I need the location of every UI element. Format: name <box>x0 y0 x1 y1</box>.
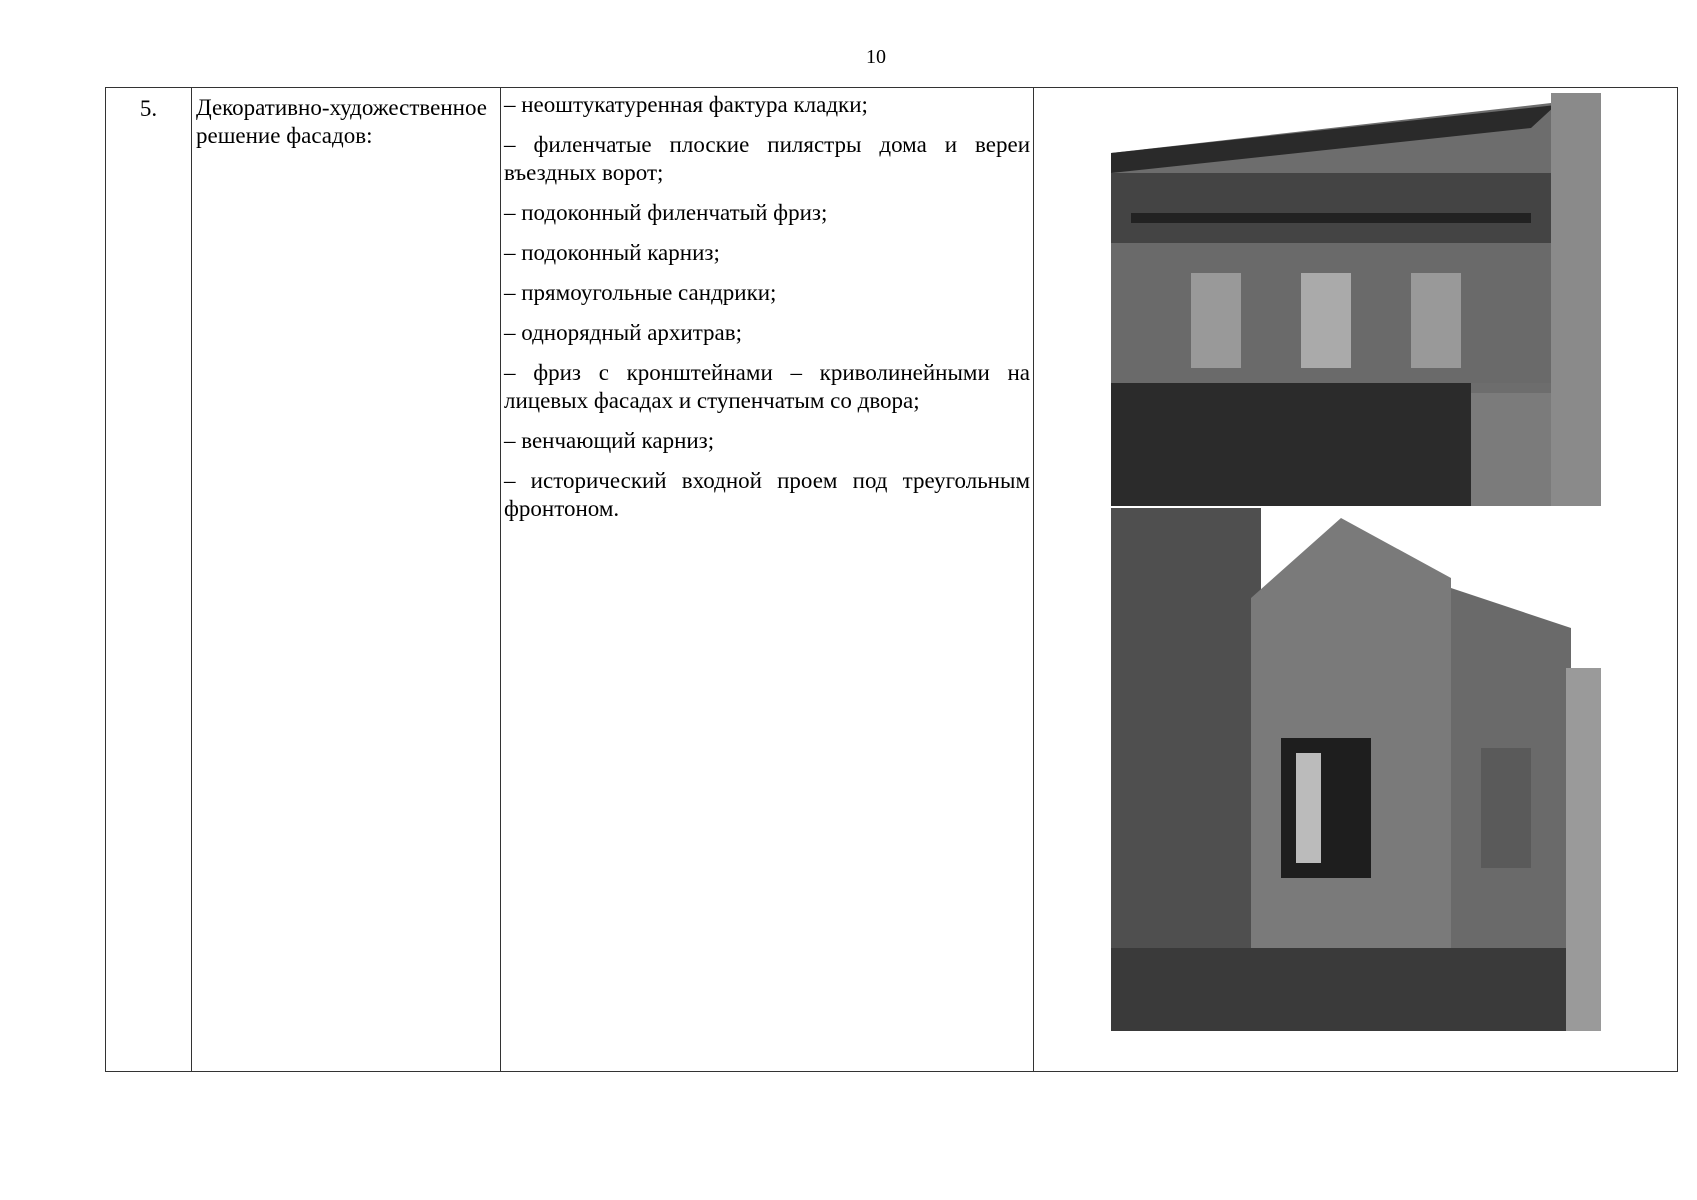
feature-item: – однорядный архитрав; <box>504 320 743 345</box>
feature-item: – подоконный филенчатый фриз; <box>504 200 828 225</box>
feature-item: – фриз с кронштейнами – криволинейными на лицевых фасадах и ступенчатым со двора; <box>504 360 1030 413</box>
feature-item: – подоконный карниз; <box>504 240 720 265</box>
row-number: 5. <box>106 88 192 1071</box>
feature-list <box>501 88 1034 1071</box>
row-title: Декоративно-художественное решение фасадов: <box>192 88 501 1071</box>
page-number: 10 <box>866 46 886 68</box>
feature-item: – венчающий карниз; <box>504 428 715 453</box>
feature-item: – прямоугольные сандрики; <box>504 280 777 305</box>
photo-column <box>1034 88 1677 1071</box>
feature-item: – исторический входной проем под треугольным фронтоном. <box>504 468 1030 521</box>
facade-photo-courtyard <box>1111 508 1601 1031</box>
facade-photo-street <box>1111 93 1601 506</box>
feature-table <box>105 87 1678 1072</box>
feature-item: – неоштукатуренная фактура кладки; <box>504 92 868 117</box>
feature-item: – филенчатые плоские пилястры дома и вереи въездных ворот; <box>504 132 1030 185</box>
